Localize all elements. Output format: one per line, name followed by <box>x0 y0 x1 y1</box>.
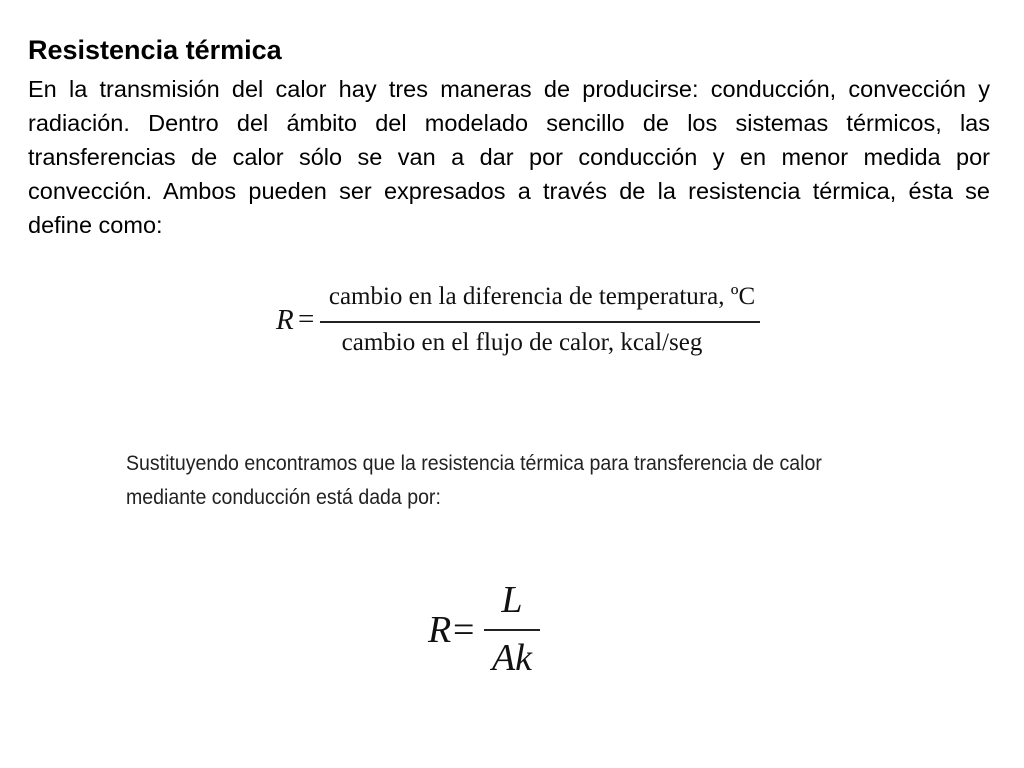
formula-equals: = <box>298 303 315 335</box>
formula-equals: = <box>453 609 475 651</box>
thermal-resistance-definition-formula <box>276 276 776 366</box>
substitution-paragraph: Sustituyendo encontramos que la resistencia térmica para transferencia de calor mediante conducción está dada por: <box>126 452 822 509</box>
formula-lhs: R <box>276 304 294 336</box>
conduction-resistance-formula <box>424 578 554 688</box>
fraction-bar <box>320 321 760 323</box>
fraction-bar <box>484 629 540 631</box>
slide-title: Resistencia térmica <box>28 35 282 65</box>
intro-paragraph: En la transmisión del calor hay tres maneras de producirse: conducción, convección y radiación. Dentro del ámbito del modelado sencillo de los sistemas térmicos, las transferencias de calor sólo se van a dar por conducción y en menor medida por convección. Ambos pueden ser expresados a través de la resistencia térmica, ésta se define como: <box>28 76 990 238</box>
formula-denominator: Ak <box>491 637 533 679</box>
formula-denominator: cambio en el flujo de calor, kcal/seg <box>341 329 703 356</box>
formula-numerator: cambio en la diferencia de temperatura, ºC <box>328 283 756 310</box>
formula-numerator: L <box>501 579 523 621</box>
formula-lhs: R <box>428 609 452 651</box>
